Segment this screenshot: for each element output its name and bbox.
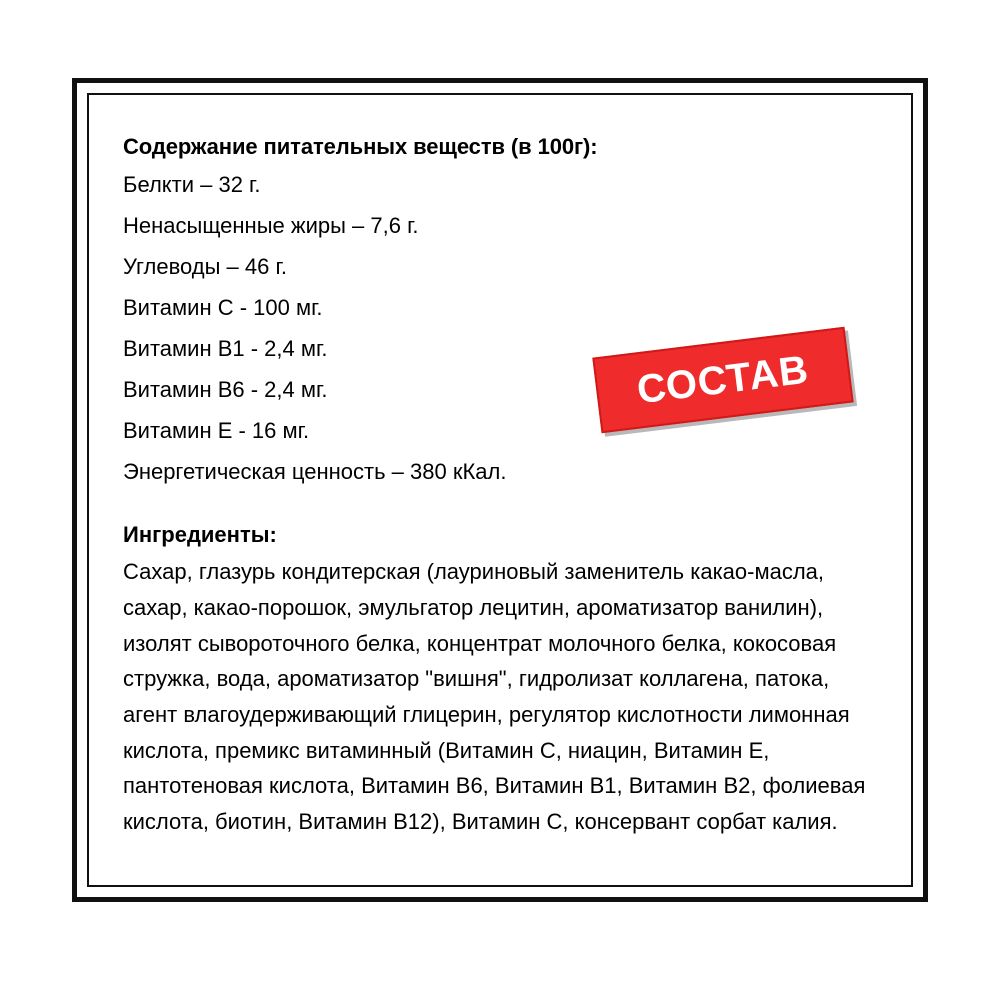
list-item: Углеводы – 46 г. (123, 253, 287, 279)
label-content (123, 133, 883, 839)
nutrition-label-card (72, 78, 928, 902)
list-item: Витамин B1 - 2,4 мг. (123, 335, 328, 361)
ingredients-title: Ингредиенты: (123, 522, 277, 548)
nutrition-label-inner-border (87, 93, 913, 887)
nutrition-facts-list (123, 165, 883, 492)
list-item: Витамин C - 100 мг. (123, 294, 323, 320)
sostav-stamp-label: СОСТАВ (634, 347, 812, 412)
nutrition-facts-title: Содержание питательных веществ (в 100г): (123, 134, 598, 159)
list-item: Энергетическая ценность – 380 кКал. (123, 458, 507, 484)
ingredients-text: Сахар, глазурь кондитерская (лауриновый заменитель какао-масла, сахар, какао-порошок, эмульгатор лецитин, ароматизатор ванилин), изолят сывороточного белка, концентрат молочного белка, кокосовая стружка, вода, ароматизатор "вишня", гидролизат коллагена, патока, агент влагоудерживающий глицерин, регулятор кислотности лимонная кислота, премикс витаминный (Витамин C, ниацин, Витамин E, пантотеновая кислота, Витамин B6, Витамин B1, Витамин B2, фолиевая кислота, биотин, Витамин B12), Витамин C, консервант сорбат калия. (123, 559, 866, 834)
list-item: Белкти – 32 г. (123, 172, 261, 198)
list-item: Ненасыщенные жиры – 7,6 г. (123, 213, 419, 239)
list-item: Витамин B6 - 2,4 мг. (123, 376, 328, 402)
list-item: Витамин E - 16 мг. (123, 417, 310, 443)
